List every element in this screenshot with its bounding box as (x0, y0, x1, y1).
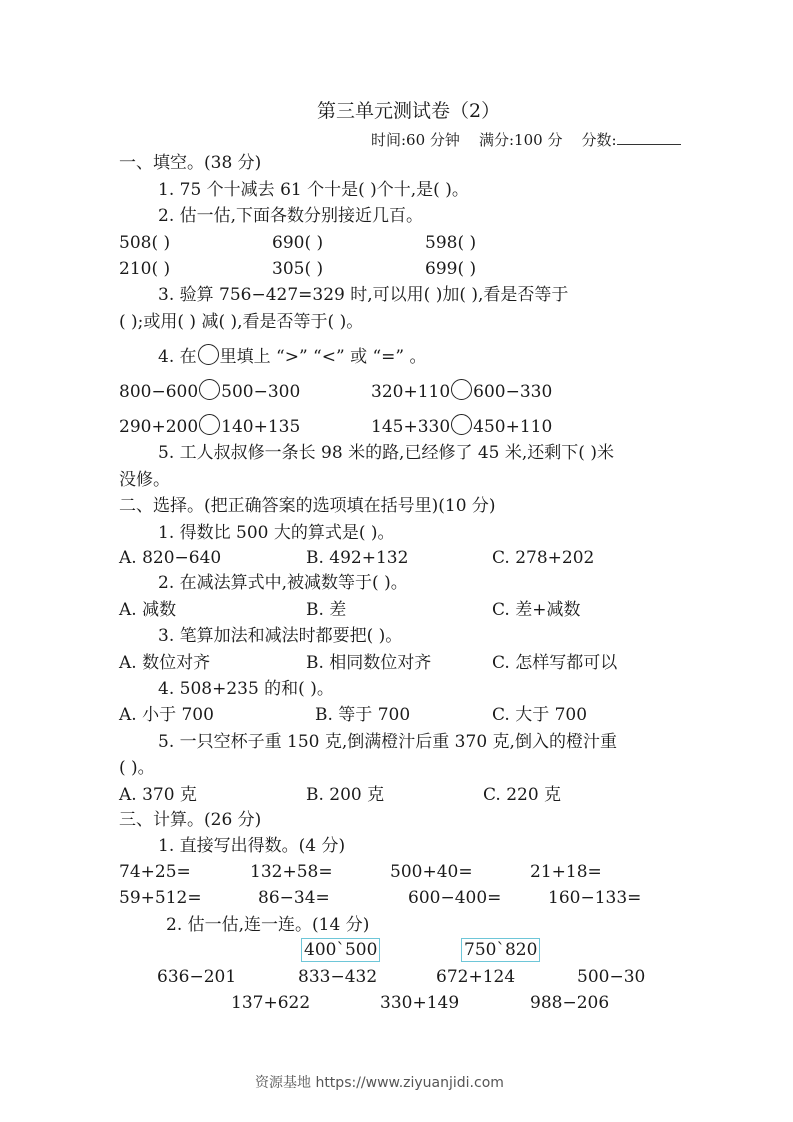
option-c: C. 220 克 (483, 785, 562, 805)
estimate-expr: 636−201 (157, 967, 237, 987)
estimate-range-box: 750ˋ820 (461, 938, 540, 962)
option-c: C. 差+减数 (492, 600, 581, 620)
s1-question-3: 3. 验算 756−427=329 时,可以用( )加( ),看是否等于 (158, 285, 569, 305)
circle-icon (451, 414, 472, 435)
calc-item: 132+58= (250, 862, 333, 882)
calc-item: 59+512= (119, 888, 202, 908)
s1-question-5-cont: 没修。 (119, 470, 170, 490)
section-1-heading: 一、填空。(38 分) (119, 153, 262, 173)
s2-question-2: 2. 在减法算式中,被减数等于( )。 (158, 573, 408, 593)
calc-item: 21+18= (530, 862, 602, 882)
estimate-range-box: 400ˋ500 (301, 938, 380, 962)
circle-icon (198, 344, 219, 365)
estimate-expr: 137+622 (231, 993, 311, 1013)
compare-right: 140+135 (221, 417, 301, 437)
option-b: B. 200 克 (306, 785, 385, 805)
compare-left: 145+330 (371, 417, 451, 437)
footer-watermark: 资源基地 https://www.ziyuanjidi.com (255, 1075, 504, 1091)
circle-icon (199, 414, 220, 435)
s2-question-1: 1. 得数比 500 大的算式是( )。 (158, 523, 395, 543)
s2-question-3: 3. 笔算加法和减法时都要把( )。 (158, 626, 403, 646)
calc-item: 86−34= (258, 888, 330, 908)
option-b: B. 相同数位对齐 (306, 653, 432, 673)
s3-question-1: 1. 直接写出得数。(4 分) (158, 836, 346, 856)
option-c: C. 怎样写都可以 (492, 653, 618, 673)
s1-q2-item: 699( ) (425, 259, 477, 279)
circle-icon (199, 379, 220, 400)
option-b: B. 等于 700 (315, 705, 411, 725)
compare-right: 600−330 (473, 382, 553, 402)
compare-item (371, 379, 552, 402)
s1-question-4 (158, 344, 427, 367)
compare-right: 500−300 (221, 382, 301, 402)
option-a: A. 370 克 (119, 785, 197, 805)
compare-item (119, 379, 300, 402)
s1-question-5: 5. 工人叔叔修一条长 98 米的路,已经修了 45 米,还剩下( )米 (158, 443, 614, 463)
calc-item: 600−400= (408, 888, 502, 908)
calc-item: 74+25= (119, 862, 191, 882)
s2-question-4: 4. 508+235 的和( )。 (158, 679, 334, 699)
estimate-expr: 833−432 (298, 967, 378, 987)
score-blank (617, 130, 681, 145)
option-a: A. 小于 700 (119, 705, 214, 725)
s1-q2-item: 508( ) (119, 233, 171, 253)
estimate-expr: 988−206 (530, 993, 610, 1013)
s1-question-2: 2. 估一估,下面各数分别接近几百。 (158, 206, 424, 226)
calc-item: 160−133= (548, 888, 642, 908)
s1-q2-item: 210( ) (119, 259, 171, 279)
s1-question-1: 1. 75 个十减去 61 个十是( )个十,是( )。 (158, 180, 469, 200)
compare-left: 290+200 (119, 417, 199, 437)
section-2-heading: 二、选择。(把正确答案的选项填在括号里)(10 分) (119, 496, 496, 516)
option-b: B. 492+132 (306, 548, 409, 568)
circle-icon (451, 379, 472, 400)
score-label: 分数: (581, 131, 617, 149)
estimate-expr: 330+149 (380, 993, 460, 1013)
page-title: 第三单元测试卷（2） (317, 100, 501, 122)
compare-item (119, 414, 300, 437)
option-a: A. 减数 (119, 600, 177, 620)
time-limit: 时间:60 分钟 (371, 131, 460, 149)
compare-left: 320+110 (371, 382, 451, 402)
s1-question-3-cont: ( );或用( ) 减( ),看是否等于( )。 (119, 312, 364, 332)
s3-question-2: 2. 估一估,连一连。(14 分) (166, 915, 370, 935)
s1-q2-item: 690( ) (272, 233, 324, 253)
compare-right: 450+110 (473, 417, 553, 437)
option-c: C. 大于 700 (492, 705, 588, 725)
q4-prefix: 4. 在 (158, 347, 197, 367)
exam-meta (371, 130, 681, 150)
calc-item: 500+40= (390, 862, 473, 882)
s1-q2-item: 598( ) (425, 233, 477, 253)
s2-question-5-cont: ( )。 (119, 758, 155, 778)
option-b: B. 差 (306, 600, 347, 620)
estimate-expr: 672+124 (436, 967, 516, 987)
option-a: A. 820−640 (119, 548, 222, 568)
full-score: 满分:100 分 (479, 131, 563, 149)
section-3-heading: 三、计算。(26 分) (119, 810, 262, 830)
compare-left: 800−600 (119, 382, 199, 402)
q4-suffix: 里填上 “>” “<” 或 “=” 。 (219, 347, 427, 367)
option-c: C. 278+202 (492, 548, 595, 568)
s2-question-5: 5. 一只空杯子重 150 克,倒满橙汁后重 370 克,倒入的橙汁重 (158, 732, 617, 752)
compare-item (371, 414, 552, 437)
option-a: A. 数位对齐 (119, 653, 211, 673)
estimate-expr: 500−30 (577, 967, 646, 987)
s1-q2-item: 305( ) (272, 259, 324, 279)
